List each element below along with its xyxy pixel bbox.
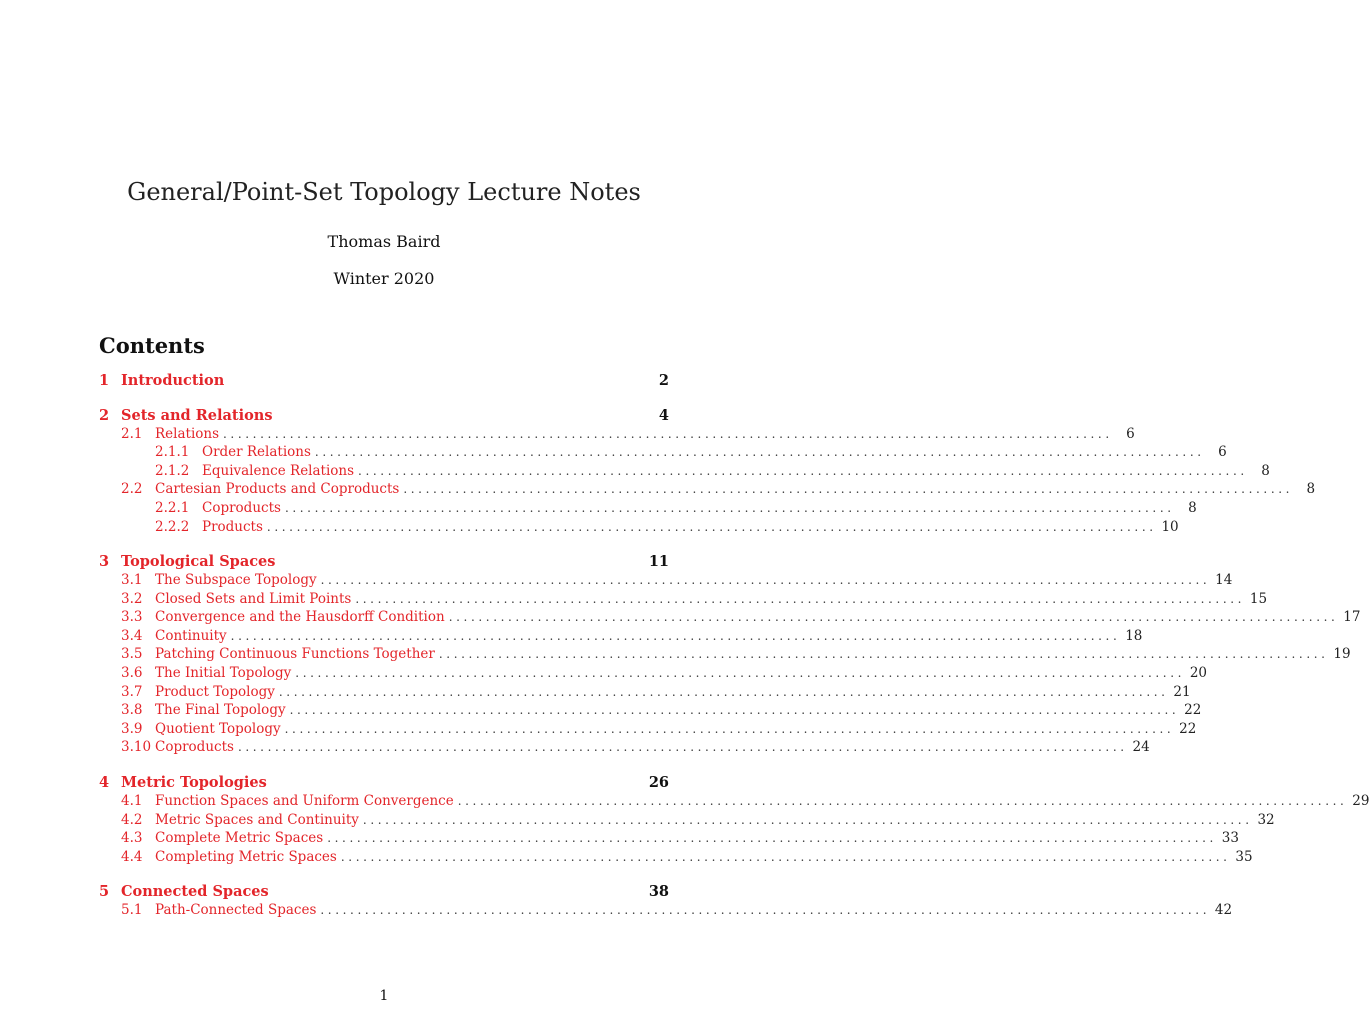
toc-leader-dots: ........................................................................................................................: [289, 703, 1180, 718]
toc-page-number: 6: [1218, 444, 1227, 461]
toc-entry[interactable]: [99, 590, 1268, 609]
toc-title: Completing Metric Spaces: [155, 848, 337, 865]
toc-page-number: 4: [658, 406, 669, 424]
toc-number: 4.2: [121, 811, 143, 828]
toc-title: Product Topology: [155, 683, 275, 700]
toc-page-number: 2: [658, 372, 669, 389]
toc-number: 5.1: [121, 902, 143, 919]
toc-page-number: 38: [648, 883, 669, 901]
toc-entry[interactable]: [99, 739, 1150, 757]
toc-entry[interactable]: [99, 848, 1253, 867]
toc-page-number: 42: [1214, 902, 1233, 919]
toc-number: 3.3: [121, 609, 143, 626]
toc-page-number: 20: [1189, 665, 1208, 681]
toc-entry[interactable]: [99, 683, 1191, 702]
toc-title: Products: [202, 518, 263, 535]
toc-leader-dots: ........................................................................................................................: [457, 793, 1348, 808]
toc-number: 3.5: [121, 646, 143, 663]
toc-number: 3.10: [121, 739, 152, 756]
toc-number: 2.2.1: [155, 499, 190, 516]
toc-leader-dots: ........................................................................................................................: [362, 812, 1253, 827]
toc-entry[interactable]: [99, 518, 1179, 537]
toc-title: Path-Connected Spaces: [155, 902, 317, 919]
toc-entry[interactable]: [99, 572, 1233, 590]
contents-heading: Contents: [99, 333, 205, 358]
toc-leader-dots: ........................................................................................................................: [403, 482, 1294, 497]
toc-leader-dots: ........................................................................................................................: [295, 666, 1186, 680]
toc-title: Connected Spaces: [121, 883, 269, 901]
toc-title: Coproducts: [155, 739, 234, 756]
toc-leader-dots: ........................................................................................................................: [320, 903, 1211, 918]
toc-entry[interactable]: [99, 499, 1197, 518]
toc-title: The Final Topology: [155, 702, 286, 719]
page-number: 1: [379, 988, 389, 1004]
toc-title: Metric Spaces and Continuity: [155, 811, 359, 828]
toc-entry[interactable]: [99, 646, 1351, 664]
toc-page-number: 6: [1126, 425, 1135, 442]
toc-number: 2: [99, 406, 110, 424]
toc-leader-dots: ........................................................................................................................: [266, 519, 1157, 534]
toc-title: The Initial Topology: [155, 665, 292, 681]
toc-leader-dots: ........................................................................................................................: [327, 831, 1217, 846]
toc-page-number: 8: [1188, 499, 1197, 516]
toc-page-number: 18: [1125, 627, 1143, 644]
toc-entry[interactable]: [99, 627, 1143, 646]
toc-page-number: 8: [1261, 462, 1270, 479]
document-date: Winter 2020: [333, 269, 435, 288]
toc-page-number: 22: [1184, 702, 1202, 719]
toc-number: 3.6: [121, 665, 143, 681]
toc-page-number: 8: [1306, 481, 1316, 498]
toc-number: 2.1.2: [155, 462, 190, 479]
toc-page-number: 17: [1343, 609, 1361, 626]
toc-leader-dots: ........................................................................................................................: [230, 628, 1121, 643]
toc-leader-dots: ........................................................................................................................: [284, 721, 1175, 736]
toc-leader-dots: ........................................................................................................................: [237, 740, 1128, 755]
toc-page-number: 11: [648, 553, 669, 570]
toc-page-number: 35: [1235, 848, 1253, 865]
toc-number: 4: [99, 773, 110, 791]
toc-title: Quotient Topology: [155, 720, 281, 737]
toc-title: Cartesian Products and Coproducts: [155, 481, 400, 498]
toc-entry[interactable]: [99, 811, 1275, 830]
toc-number: 3: [99, 553, 110, 570]
toc-page-number: 21: [1173, 683, 1191, 700]
toc-entry[interactable]: [99, 481, 1316, 499]
toc-page-number: 14: [1215, 572, 1233, 588]
toc-number: 2.1.1: [155, 444, 190, 461]
toc-title: Function Spaces and Uniform Convergence: [155, 792, 454, 809]
toc-number: 3.2: [121, 590, 143, 607]
toc-number: 4.4: [121, 848, 143, 865]
toc-section[interactable]: [99, 553, 669, 571]
toc-title: Patching Continuous Functions Together: [155, 646, 435, 663]
toc-title: Topological Spaces: [121, 553, 276, 570]
toc-number: 3.4: [121, 627, 143, 644]
toc-leader-dots: ........................................................................................................................: [278, 684, 1169, 699]
toc-title: Metric Topologies: [121, 773, 267, 791]
document-author: Thomas Baird: [327, 232, 441, 251]
toc-section[interactable]: [99, 407, 669, 425]
toc-leader-dots: ........................................................................................................................: [314, 445, 1205, 460]
toc-title: Order Relations: [202, 444, 311, 461]
toc-title: Convergence and the Hausdorff Condition: [155, 609, 445, 626]
toc-title: Continuity: [155, 627, 227, 644]
toc-entry[interactable]: [99, 792, 1369, 811]
toc-entry[interactable]: [99, 665, 1208, 683]
toc-page-number: 15: [1249, 590, 1268, 607]
toc-page-number: 10: [1161, 518, 1179, 535]
toc-page-number: 29: [1352, 792, 1369, 809]
document-title: General/Point-Set Topology Lecture Notes: [127, 178, 641, 206]
toc-title: Introduction: [121, 372, 225, 389]
toc-title: The Subspace Topology: [155, 572, 317, 588]
toc-entry[interactable]: [99, 609, 1361, 627]
toc-number: 2.1: [121, 425, 143, 442]
toc-leader-dots: ........................................................................................................................: [358, 463, 1248, 478]
toc-title: Closed Sets and Limit Points: [155, 590, 352, 607]
toc-section[interactable]: [99, 883, 669, 901]
toc-title: Complete Metric Spaces: [155, 830, 324, 847]
toc-title: Relations: [155, 425, 220, 442]
toc-entry[interactable]: [99, 830, 1239, 848]
toc-page-number: 22: [1179, 720, 1197, 737]
toc-page-number: 26: [648, 773, 669, 791]
toc-leader-dots: ........................................................................................................................: [320, 573, 1211, 587]
toc-number: 3.1: [121, 572, 143, 588]
toc-page-number: 24: [1132, 739, 1150, 756]
toc-leader-dots: ........................................................................................................................: [438, 647, 1329, 662]
toc-entry[interactable]: [99, 902, 1233, 920]
toc-entry[interactable]: [99, 462, 1270, 481]
toc-title: Equivalence Relations: [202, 462, 355, 479]
toc-number: 1: [99, 372, 110, 389]
toc-number: 3.8: [121, 702, 143, 719]
toc-leader-dots: ........................................................................................................................: [448, 610, 1339, 625]
toc-number: 4.3: [121, 830, 143, 847]
toc-number: 5: [99, 883, 110, 901]
toc-page-number: 19: [1333, 646, 1351, 663]
toc-entry[interactable]: [99, 720, 1197, 739]
toc-leader-dots: ........................................................................................................................: [284, 500, 1175, 515]
toc-title: Coproducts: [202, 499, 281, 516]
toc-section[interactable]: [99, 774, 669, 792]
toc-leader-dots: ........................................................................................................................: [355, 591, 1246, 606]
toc-leader-dots: ........................................................................................................................: [223, 426, 1113, 441]
toc-title: Sets and Relations: [121, 406, 273, 424]
toc-number: 4.1: [121, 792, 143, 809]
toc-entry[interactable]: [99, 444, 1227, 462]
toc-number: 3.9: [121, 720, 143, 737]
toc-number: 3.7: [121, 683, 143, 700]
toc-page-number: 33: [1221, 830, 1239, 847]
toc-section[interactable]: [99, 372, 669, 390]
toc-number: 2.2: [121, 481, 143, 498]
toc-leader-dots: ........................................................................................................................: [340, 849, 1231, 864]
toc-entry[interactable]: [99, 425, 1135, 444]
toc-page-number: 32: [1257, 811, 1275, 828]
toc-entry[interactable]: [99, 702, 1202, 720]
toc-number: 2.2.2: [155, 518, 190, 535]
